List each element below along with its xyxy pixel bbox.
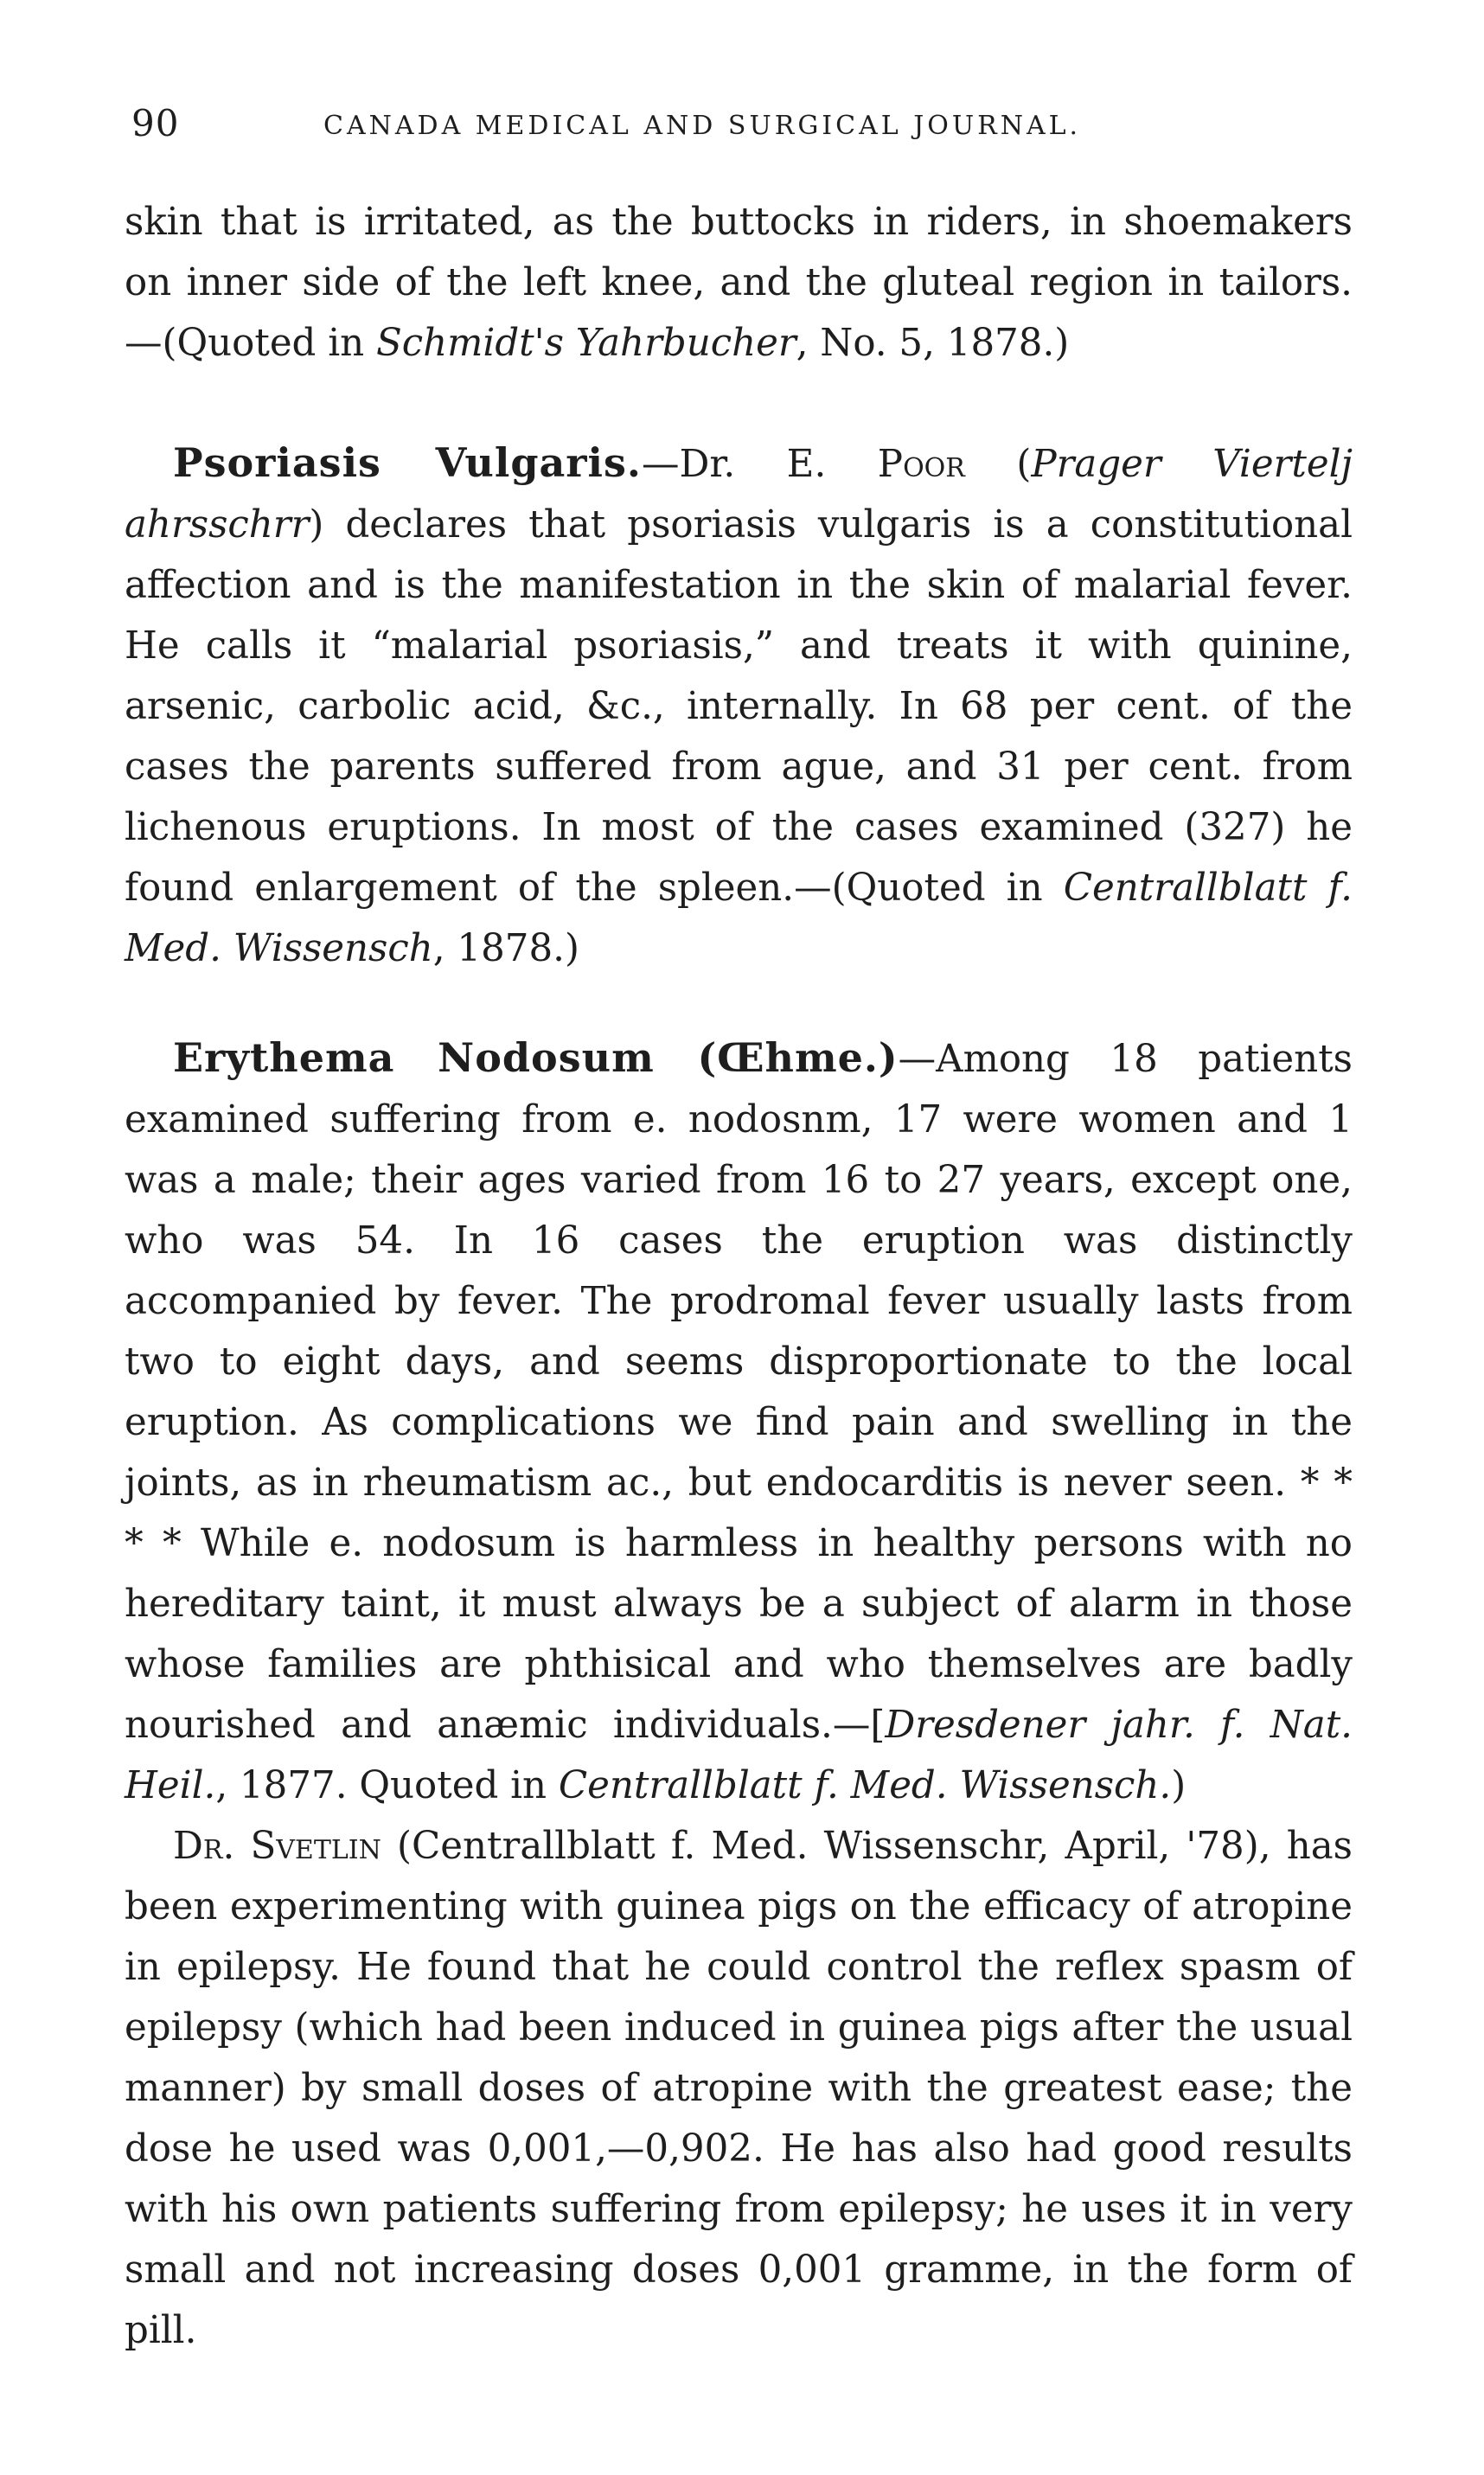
paragraph-psoriasis-vulgaris: [125, 432, 1353, 979]
source-citation: Schmidt's Yahrbucher: [376, 322, 796, 365]
citation-end: ): [1171, 1764, 1187, 1807]
citation-end: , 1878.): [432, 927, 579, 970]
paragraph-text: skin that is irritated, as the buttocks in riders, in shoemakers on inner side of the left knee, and the gluteal region in tailors.—(Quoted in: [125, 201, 1353, 365]
author-name: Dr. Svetlin: [173, 1825, 381, 1868]
running-head: [131, 102, 1359, 154]
journal-reference: Prager Viertelj ahrsschrr: [125, 443, 1353, 547]
paragraph-text: —Among 18 patients examined suffering from e. nodosnm, 17 were women and 1 was a male; their ages varied from 16 to 27 years, except one, who was 54. In 16 cases the eruption was distinctly accompanied by fever. The prodromal fever usually lasts from two to eight days, and seems disproportionate to the local eruption. As complications we find pain and swelling in the joints, as in rheumatism ac., but endocarditis is never seen. * * * * While e. nodosum is harmless in healthy persons with no hereditary taint, it must always be a subject of alarm in those whose families are phthisical and who themselves are badly nourished and anæmic individuals.—[: [125, 1038, 1353, 1747]
heading-dash: —Dr. E.: [641, 443, 878, 486]
source-citation-centrallblatt: Centrallblatt f. Med. Wissensch.: [558, 1764, 1172, 1807]
journal-title: CANADA MEDICAL AND SURGICAL JOURNAL.: [323, 111, 1082, 141]
open-paren: (: [964, 443, 1032, 486]
paragraph-erythema-nodosum: [125, 1027, 1353, 1816]
author-name: Poor: [877, 443, 965, 486]
paragraph-svetlin-atropine: [125, 1816, 1353, 2361]
citation-end: , No. 5, 1878.): [796, 322, 1070, 365]
paragraph-text: (Centrallblatt f. Med. Wissenschr, April, '78), has been experimenting with guinea pigs on the efficacy of atropine in epilepsy. He found that he could control the reflex spasm of epilepsy (which had been induced in guinea pigs after the usual manner) by small doses of atropine with the greatest ease; the dose he used was 0,001,—0,902. He has also had good results with his own patients suffering from epilepsy; he uses it in very small and not increasing doses 0,001 gramme, in the form of pill.: [125, 1825, 1353, 2352]
citation-middle: , 1877. Quoted in: [215, 1764, 559, 1807]
page-number: 90: [131, 102, 180, 144]
paragraph-skin-irritation: [125, 192, 1353, 374]
source-citation-dresdener: Dresdener jahr. f. Nat. Heil.: [125, 1704, 1353, 1807]
paragraph-text: ) declares that psoriasis vulgaris is a constitutional affection and is the manifestation in the skin of malarial fever. He calls it “malarial psoriasis,” and treats it with quinine, arsenic, carbolic acid, &c., internally. In 68 per cent. of the cases the parents suffered from ague, and 31 per cent. from lichenous eruptions. In most of the cases examined (327) he found enlargement of the spleen.—(Quoted in: [125, 503, 1353, 910]
source-citation: Centrallblatt f. Med. Wissensch: [125, 867, 1353, 970]
section-heading-erythema: Erythema Nodosum (Œhme.): [173, 1034, 899, 1081]
section-heading-psoriasis: Psoriasis Vulgaris.: [173, 439, 642, 486]
